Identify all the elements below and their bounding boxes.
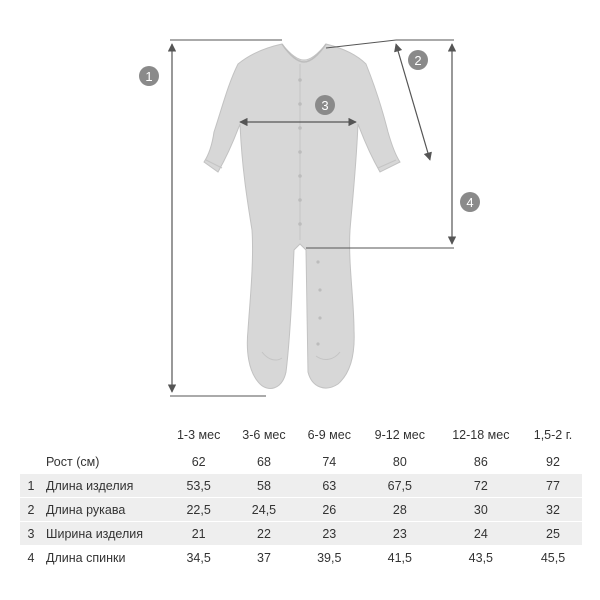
sleepsuit-shape xyxy=(204,44,400,388)
table-cell: 68 xyxy=(231,450,296,474)
row-number: 1 xyxy=(20,474,42,498)
row-number: 4 xyxy=(20,546,42,570)
table-cell: 58 xyxy=(231,474,296,498)
row-label: Длина спинки xyxy=(42,546,166,570)
table-cell: 62 xyxy=(166,450,231,474)
row-number xyxy=(20,450,42,474)
table-cell: 80 xyxy=(362,450,438,474)
table-cell: 23 xyxy=(297,522,362,546)
svg-text:4: 4 xyxy=(466,195,474,210)
table-cell: 37 xyxy=(231,546,296,570)
marker-2 xyxy=(408,50,428,70)
table-cell: 32 xyxy=(524,498,582,522)
table-cell: 34,5 xyxy=(166,546,231,570)
table-cell: 41,5 xyxy=(362,546,438,570)
table-cell: 28 xyxy=(362,498,438,522)
table-cell: 30 xyxy=(438,498,524,522)
table-cell: 77 xyxy=(524,474,582,498)
table-cell: 24,5 xyxy=(231,498,296,522)
row-label: Длина рукава xyxy=(42,498,166,522)
table-cell: 22 xyxy=(231,522,296,546)
column-header: 1-3 мес xyxy=(176,428,221,442)
svg-text:1: 1 xyxy=(145,69,153,84)
table-cell: 53,5 xyxy=(166,474,231,498)
table-cell: 25 xyxy=(524,522,582,546)
table-row xyxy=(20,546,582,570)
table-cell: 74 xyxy=(297,450,362,474)
marker-3 xyxy=(315,95,335,115)
table-row xyxy=(20,522,582,546)
table-cell: 92 xyxy=(524,450,582,474)
table-cell: 21 xyxy=(166,522,231,546)
row-label: Длина изделия xyxy=(42,474,166,498)
table-cell: 24 xyxy=(438,522,524,546)
table-cell: 86 xyxy=(438,450,524,474)
table-row xyxy=(20,474,582,498)
svg-text:2: 2 xyxy=(414,53,422,68)
row-number: 3 xyxy=(20,522,42,546)
column-header: 12-18 мес xyxy=(452,428,510,442)
column-header: 1,5-2 г. xyxy=(533,428,573,442)
table-cell: 43,5 xyxy=(438,546,524,570)
table-cell: 39,5 xyxy=(297,546,362,570)
size-table xyxy=(20,420,582,570)
table-header-row xyxy=(20,420,582,450)
header-label xyxy=(42,420,166,450)
column-header: 9-12 мес xyxy=(374,428,425,442)
column-header: 3-6 мес xyxy=(242,428,286,442)
row-label: Ширина изделия xyxy=(42,522,166,546)
table-cell: 67,5 xyxy=(362,474,438,498)
svg-text:3: 3 xyxy=(321,98,329,113)
header-num xyxy=(20,420,42,450)
table-row xyxy=(20,498,582,522)
table-cell: 22,5 xyxy=(166,498,231,522)
table-row xyxy=(20,450,582,474)
marker-1 xyxy=(139,66,159,86)
table-cell: 23 xyxy=(362,522,438,546)
column-header: 6-9 мес xyxy=(307,428,351,442)
row-number: 2 xyxy=(20,498,42,522)
table-cell: 26 xyxy=(297,498,362,522)
marker-4 xyxy=(460,192,480,212)
table-cell: 72 xyxy=(438,474,524,498)
row-label: Рост (см) xyxy=(42,450,166,474)
table-cell: 63 xyxy=(297,474,362,498)
table-cell: 45,5 xyxy=(524,546,582,570)
